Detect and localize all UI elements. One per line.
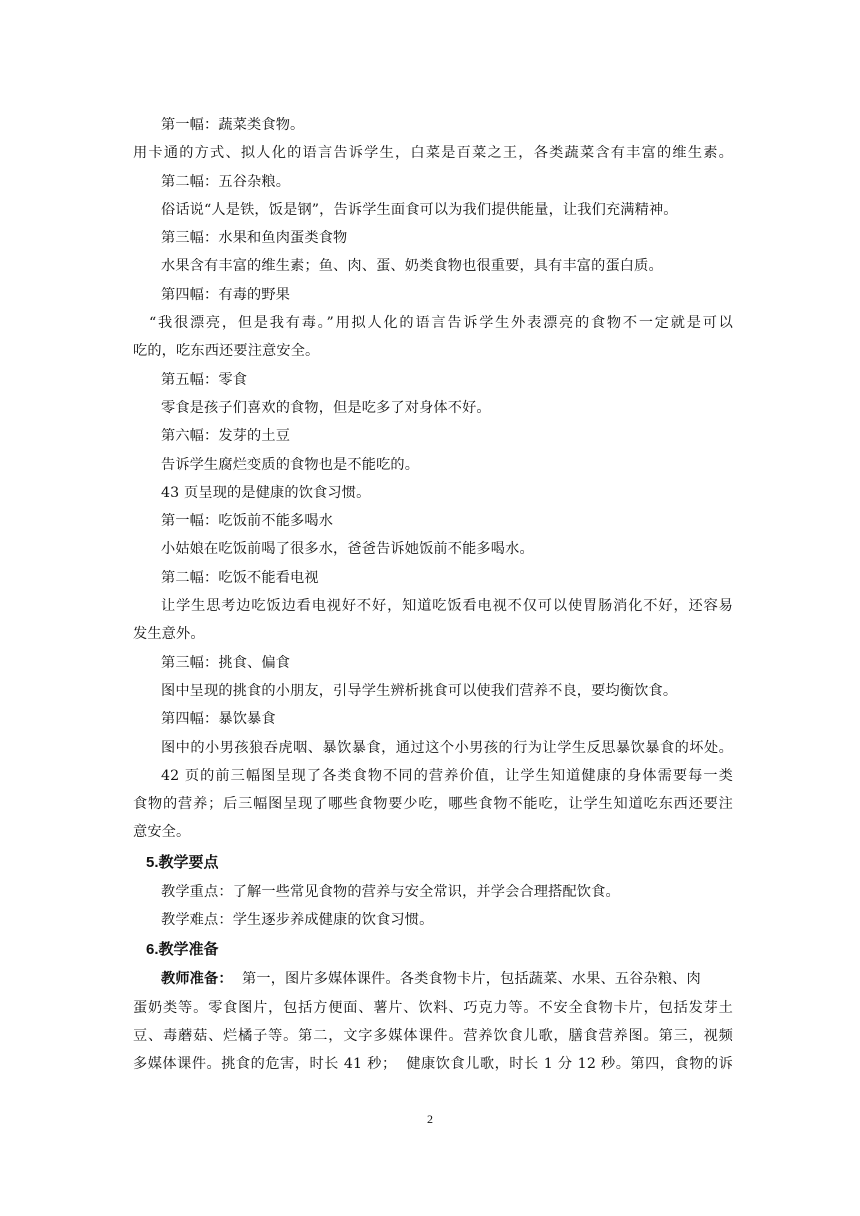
paragraph-summary-cont-1: 食物的营养；后三幅图呈现了哪些食物要少吃，哪些食物不能吃，让学生知道吃东西还要注 [133, 796, 733, 813]
page-number: 2 [427, 1112, 433, 1126]
teacher-prep-cont-2: 豆、毒蘑菇、烂橘子等。第二，文字多媒体课件。营养饮食儿歌，膳食营养图。第三，视频 [133, 1027, 733, 1044]
page-content [133, 111, 733, 1079]
paragraph-summary-cont-2: 意安全。 [133, 824, 191, 841]
caption-picky-eating: 第三幅：挑食、偏食 [161, 654, 291, 671]
caption-snacks: 第五幅：零食 [161, 371, 248, 388]
paragraph-grains: 俗话说“人是铁，饭是钢”，告诉学生面食可以为我们提供能量，让我们充满精神。 [161, 201, 678, 218]
caption-grains: 第二幅：五谷杂粮。 [161, 173, 291, 190]
paragraph-overeating: 图中的小男孩狼吞虎咽、暴饮暴食，通过这个小男孩的行为让学生反思暴饮暴食的坏处。 [161, 739, 733, 756]
paragraph-tv-while-eating: 让学生思考边吃饭边看电视好不好，知道吃饭看电视不仅可以使胃肠消化不好，还容易 [161, 598, 733, 615]
paragraph-water-before-meal: 小姑娘在吃饭前喝了很多水，爸爸告诉她饭前不能多喝水。 [161, 541, 534, 558]
paragraph-picky-eating: 图中呈现的挑食的小朋友，引导学生辨析挑食可以使我们营养不良，要均衡饮食。 [161, 682, 678, 699]
paragraph-fruit-fish-meat: 水果含有丰富的维生素；鱼、肉、蛋、奶类食物也很重要，具有丰富的蛋白质。 [161, 258, 663, 275]
section-title: 教学准备 [158, 940, 219, 959]
difficult-point: 教学难点：学生逐步养成健康的饮食习惯。 [161, 912, 434, 929]
teacher-prep-label: 教师准备： [161, 971, 233, 988]
section-number: 6. [146, 941, 159, 959]
paragraph-tv-while-eating-cont: 发生意外。 [133, 626, 205, 643]
paragraph-sprouted-potato: 告诉学生腐烂变质的食物也是不能吃的。 [161, 456, 420, 473]
paragraph-page43-intro: 43 页呈现的是健康的饮食习惯。 [161, 484, 371, 501]
caption-overeating: 第四幅：暴饮暴食 [161, 711, 276, 728]
teacher-prep-line [133, 965, 733, 993]
section-heading-teaching-points [133, 847, 733, 878]
paragraph-snacks: 零食是孩子们喜欢的食物，但是吃多了对身体不好。 [161, 399, 491, 416]
section-title: 教学要点 [158, 852, 219, 871]
caption-vegetables: 第一幅：蔬菜类食物。 [161, 117, 305, 133]
paragraph-summary: 42 页的前三幅图呈现了各类食物不同的营养价值，让学生知道健康的身体需要每一类 [161, 767, 733, 784]
caption-sprouted-potato: 第六幅：发芽的土豆 [161, 428, 291, 445]
paragraph-poison-fruit-cont: 吃的，吃东西还要注意安全。 [133, 343, 320, 360]
caption-poison-fruit: 第四幅：有毒的野果 [161, 286, 291, 303]
teacher-prep-text: 第一，图片多媒体课件。各类食物卡片，包括蔬菜、水果、五谷杂粮、肉 [232, 971, 701, 988]
teacher-prep-cont-1: 蛋奶类等。零食图片，包括方便面、薯片、饮料、巧克力等。不安全食物卡片，包括发芽土 [133, 999, 733, 1016]
key-point: 教学重点：了解一些常见食物的营养与安全常识，并学会合理搭配饮食。 [161, 883, 620, 900]
section-number: 5. [146, 853, 159, 871]
caption-water-before-meal: 第一幅：吃饭前不能多喝水 [161, 513, 334, 530]
caption-fruit-fish-meat: 第三幅：水果和鱼肉蛋类食物 [161, 230, 348, 247]
paragraph-vegetables: 用卡通的方式、拟人化的语言告诉学生，白菜是百菜之王，各类蔬菜含有丰富的维生素。 [133, 145, 733, 162]
paragraph-poison-fruit: “我很漂亮，但是我有毒。”用拟人化的语言告诉学生外表漂亮的食物不一定就是可以 [149, 315, 733, 332]
section-heading-teaching-prep [133, 934, 733, 965]
caption-tv-while-eating: 第二幅：吃饭不能看电视 [161, 569, 319, 586]
teacher-prep-cont-3: 多媒体课件。挑食的危害，时长 41 秒； 健康饮食儿歌，时长 1 分 12 秒。第四，食物的诉 [133, 1056, 733, 1073]
